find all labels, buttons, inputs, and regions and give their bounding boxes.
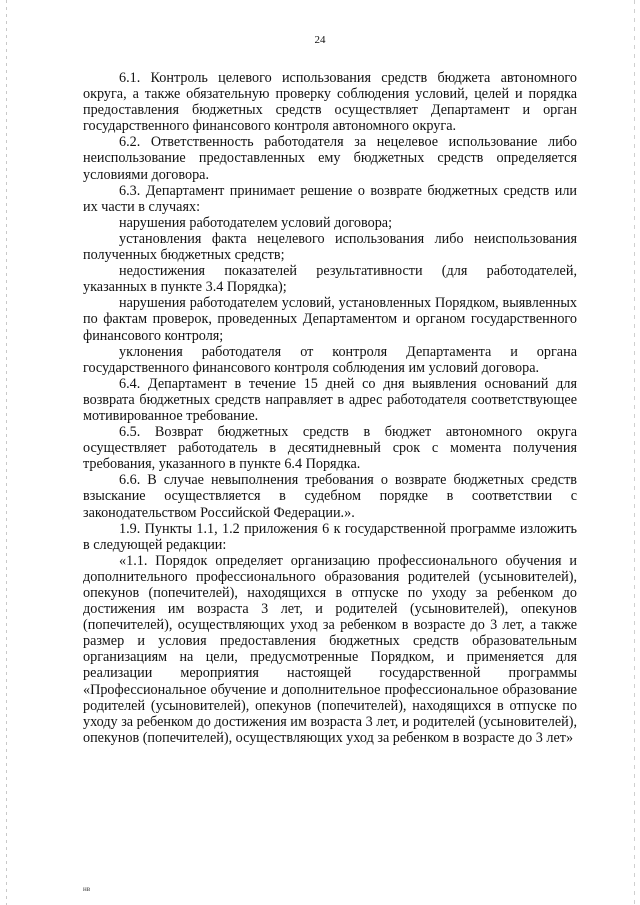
- paragraph-1-9: 1.9. Пункты 1.1, 1.2 приложения 6 к государственной программе изложить в следующей редакции:: [83, 520, 577, 553]
- document-body: [83, 70, 577, 746]
- paragraph-6-6: 6.6. В случае невыполнения требования о возврате бюджетных средств взыскание осуществляется в судебном порядке в соответствии с законодательством Российской Федерации.».: [83, 472, 577, 521]
- paragraph-6-5: 6.5. Возврат бюджетных средств в бюджет автономного округа осуществляет работодатель в десятидневный срок с момента получения требования, указанного в пункте 6.4 Порядка.: [83, 424, 577, 473]
- list-item-procedure-violation: нарушения работодателем условий, установленных Порядком, выявленных по фактам проверок, проведенных Департаментом и органом государственного финансового контроля;: [83, 295, 577, 344]
- list-item-misuse: установления факта нецелевого использования либо неиспользования полученных бюджетных средств;: [83, 230, 577, 264]
- scan-edge-left: [6, 0, 7, 905]
- list-item-performance: недостижения показателей результативности (для работодателей, указанных в пункте 3.4 Порядка);: [83, 263, 577, 296]
- paragraph-6-3: 6.3. Департамент принимает решение о возврате бюджетных средств или их части в случаях:: [83, 182, 577, 215]
- footer-initials: нв: [83, 885, 91, 893]
- paragraph-6-4: 6.4. Департамент в течение 15 дней со дня выявления оснований для возврата бюджетных средств направляет в адрес работодателя соответствующее мотивированное требование.: [83, 375, 577, 424]
- list-item-violation-conditions: нарушения работодателем условий договора;: [119, 214, 393, 231]
- scan-edge-right: [634, 0, 635, 905]
- page-number: 24: [314, 34, 326, 46]
- list-item-evasion: уклонения работодателя от контроля Департамента и органа государственного финансового контроля соблюдения им условий договора.: [83, 343, 577, 376]
- paragraph-6-2: 6.2. Ответственность работодателя за нецелевое использование либо неиспользование предоставленных ему бюджетных средств определяется условиями договора.: [83, 134, 577, 183]
- paragraph-6-1: 6.1. Контроль целевого использования средств бюджета автономного округа, а также обязательную проверку соблюдения условий, целей и порядка предоставления бюджетных средств осуществляет Департамент и орган государственного финансового контроля автономного округа.: [83, 70, 577, 135]
- paragraph-1-1-new: «1.1. Порядок определяет организацию профессионального обучения и дополнительного профессионального образования родителей (усыновителей), опекунов (попечителей), находящихся в отпуске по уходу за ребенком до достижения им возраста 3 лет, и родителей (усыновителей), опекунов (попечителей), осуществляющих уход за ребенком в возрасте до 3 лет, а также размер и условия предоставления бюджетных средств образовательным организациям на цели, предусмотренные Порядком, и применяется для реализации мероприятия настоящей государственной программы «Профессиональное обучение и дополнительное профессиональное образование родителей (усыновителей), опекунов (попечителей), находящихся в отпуске по уходу за ребенком до достижения им возраста 3 лет, и родителей (усыновителей), опекунов (попечителей), осуществляющих уход за ребенком в возрасте до 3 лет»: [83, 552, 577, 746]
